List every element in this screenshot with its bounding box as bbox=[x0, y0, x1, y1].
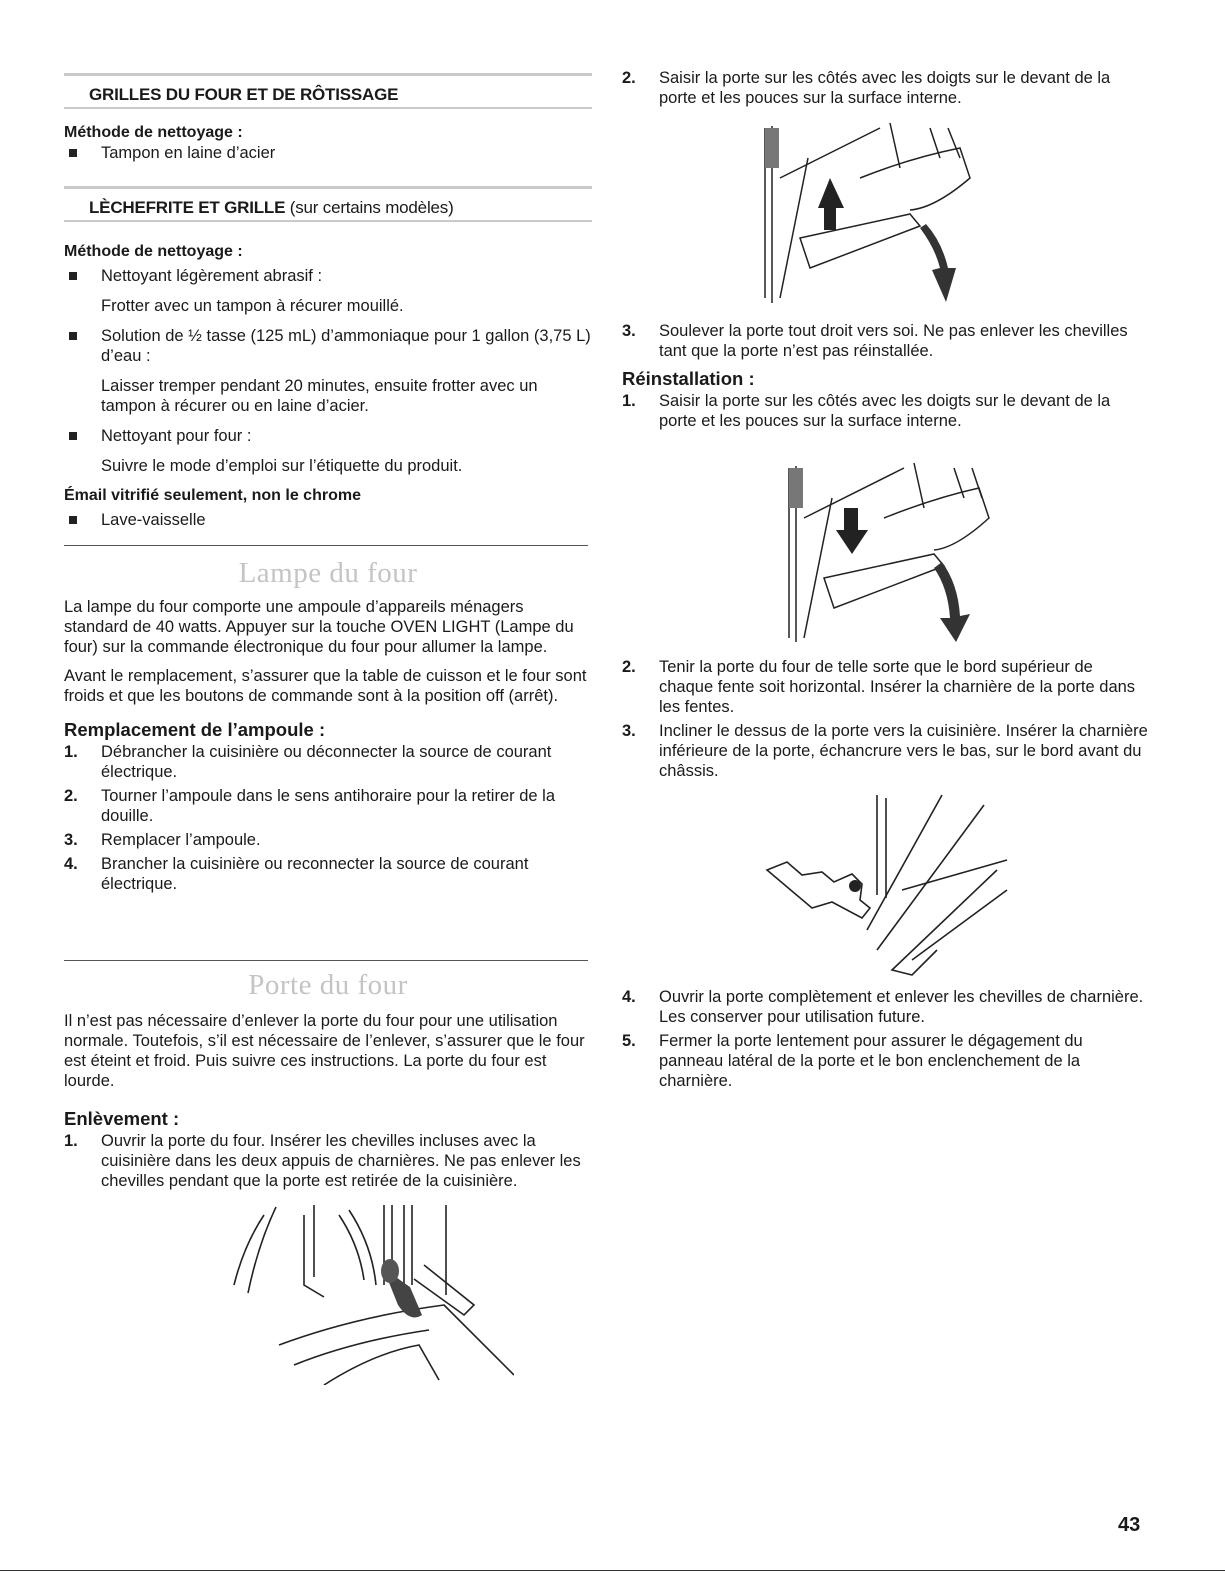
list-item: Nettoyant légèrement abrasif : bbox=[64, 266, 592, 286]
step-item: 2. Tourner l’ampoule dans le sens antihoraire pour la retirer de la douille. bbox=[64, 787, 555, 825]
step-block bbox=[622, 68, 1150, 108]
bullet-icon bbox=[69, 332, 77, 340]
step-item: 3. Soulever la porte tout droit vers soi. Ne pas enlever les chevilles tant que la porte n’est pas réinstallée. bbox=[622, 322, 1128, 360]
bullet-icon bbox=[69, 149, 77, 157]
email-label: Émail vitrifié seulement, non le chrome bbox=[64, 487, 361, 504]
step-item: 2. Saisir la porte sur les côtés avec les doigts sur le devant de la porte et les pouces sur la surface interne. bbox=[622, 69, 1111, 107]
method-label: Méthode de nettoyage : bbox=[64, 243, 243, 260]
section-title-porte: Porte du four bbox=[248, 969, 408, 1001]
paragraph: Avant le remplacement, s’assurer que la table de cuisson et le four sont froids et que les boutons de commande sont à la position off (arrêt). bbox=[64, 667, 587, 705]
heading-text: LÈCHEFRITE ET GRILLE (sur certains modèles) bbox=[89, 198, 454, 217]
list-item: Tampon en laine d’acier bbox=[64, 143, 592, 163]
list-item-detail: Laisser tremper pendant 20 minutes, ensuite frotter avec un tampon à récurer ou en laine d’acier. bbox=[101, 377, 538, 415]
lampe-body bbox=[64, 597, 592, 894]
subheading: Réinstallation : bbox=[622, 368, 755, 389]
porte-body bbox=[64, 1011, 592, 1191]
step-block bbox=[622, 987, 1150, 1091]
subheading: Remplacement de l’ampoule : bbox=[64, 719, 326, 740]
list-item-detail: Frotter avec un tampon à récurer mouillé. bbox=[101, 297, 404, 315]
step-item: 1. Débrancher la cuisinière ou déconnecter la source de courant électrique. bbox=[64, 743, 552, 781]
step-item: 2. Tenir la porte du four de telle sorte que le bord supérieur de chaque fente soit horizontal. Insérer la charnière de la porte dans les fentes. bbox=[622, 658, 1136, 716]
section-title-lampe: Lampe du four bbox=[238, 557, 418, 589]
hinge-insert-illustration bbox=[762, 790, 1012, 980]
step-item: 4. Brancher la cuisinière ou reconnecter la source de courant électrique. bbox=[64, 855, 529, 893]
step-block bbox=[622, 657, 1150, 781]
list-item: Solution de ½ tasse (125 mL) d’ammoniaque pour 1 gallon (3,75 L) d’eau : bbox=[64, 326, 592, 366]
method-label: Méthode de nettoyage : bbox=[64, 124, 243, 141]
step-item: 1. Ouvrir la porte du four. Insérer les chevilles incluses avec la cuisinière dans les deux appuis de charnières. Ne pas enlever les chevilles pendant que la porte est retirée de la cuisinière. bbox=[64, 1132, 581, 1190]
page-bottom-edge bbox=[0, 1570, 1225, 1571]
step-item: 4. Ouvrir la porte complètement et enlever les chevilles de charnière. Les conserver pour utilisation future. bbox=[622, 988, 1144, 1026]
step-item: 3. Remplacer l’ampoule. bbox=[64, 831, 261, 849]
divider bbox=[64, 545, 588, 546]
list-item-detail: Suivre le mode d’emploi sur l’étiquette du produit. bbox=[101, 457, 463, 475]
grilles-body bbox=[64, 123, 592, 163]
bullet-icon bbox=[69, 432, 77, 440]
paragraph: La lampe du four comporte une ampoule d’appareils ménagers standard de 40 watts. Appuyer sur la touche OVEN LIGHT (Lampe du four) sur la commande électronique du four pour allumer la lampe. bbox=[64, 598, 574, 656]
door-reinstall-illustration bbox=[784, 458, 994, 644]
step-item: 1. Saisir la porte sur les côtés avec les doigts sur le devant de la porte et les pouces sur la surface interne. bbox=[622, 392, 1111, 430]
door-lift-illustration bbox=[760, 118, 980, 306]
step-item: 3. Incliner le dessus de la porte vers la cuisinière. Insérer la charnière inférieure de la porte, échancrure vers le bas, sur le bord avant du châssis. bbox=[622, 722, 1148, 780]
step-item: 5. Fermer la porte lentement pour assurer le dégagement du panneau latéral de la porte et le bon enclenchement de la charnière. bbox=[622, 1032, 1083, 1090]
divider bbox=[64, 960, 588, 961]
heading-text: GRILLES DU FOUR ET DE RÔTISSAGE bbox=[89, 85, 399, 104]
lechefrite-body bbox=[64, 242, 592, 530]
bullet-icon bbox=[69, 272, 77, 280]
section-heading-grilles bbox=[64, 73, 592, 109]
hinge-lock-illustration bbox=[214, 1205, 514, 1385]
list-item: Lave-vaisselle bbox=[64, 510, 592, 530]
page-number: 43 bbox=[1118, 1514, 1141, 1536]
step-block bbox=[622, 321, 1150, 431]
subheading: Enlèvement : bbox=[64, 1108, 180, 1129]
bullet-icon bbox=[69, 516, 77, 524]
paragraph: Il n’est pas nécessaire d’enlever la porte du four pour une utilisation normale. Toutefois, s’il est nécessaire de l’enlever, s’assurer que le four est éteint et froid. Puis suivre ces instructions. La porte du four est lourde. bbox=[64, 1012, 585, 1090]
section-heading-lechefrite bbox=[64, 186, 592, 222]
list-item: Nettoyant pour four : bbox=[64, 426, 592, 446]
